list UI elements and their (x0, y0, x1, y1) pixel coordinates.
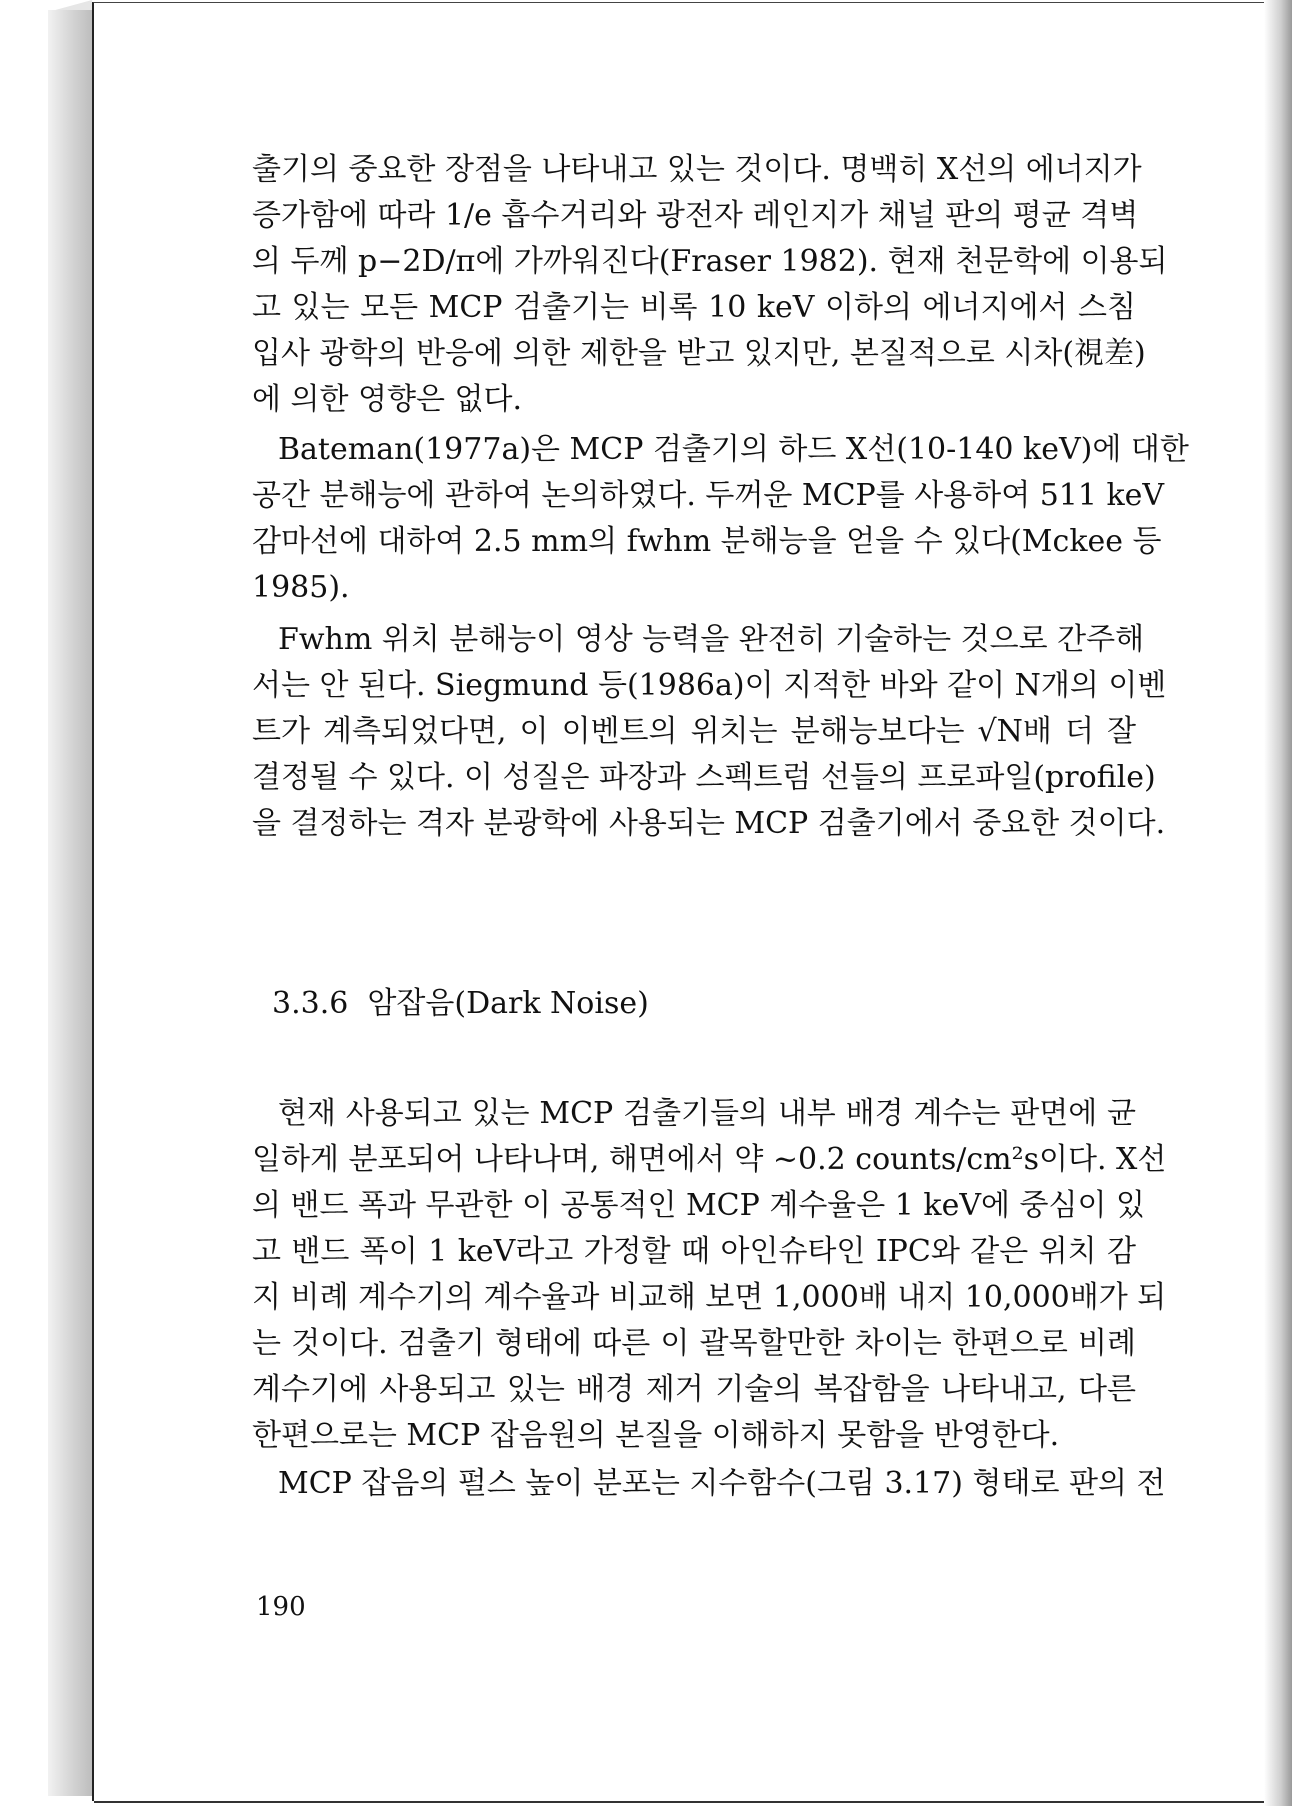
text-line: 을 결정하는 격자 분광학에 사용되는 MCP 검출기에서 중요한 것이다. (252, 806, 1166, 841)
text-line: 공간 분해능에 관하여 논의하였다. 두꺼운 MCP를 사용하여 511 keV (252, 478, 1165, 513)
text-line: 서는 안 된다. Siegmund 등(1986a)이 지적한 바와 같이 N개의 이벤 (252, 668, 1167, 703)
section-number: 3.3.6 (272, 986, 349, 1021)
text-line: 입사 광학의 반응에 의한 제한을 받고 있지만, 본질적으로 시차(視差) (252, 336, 1146, 371)
text-line: 결정될 수 있다. 이 성질은 파장과 스펙트럼 선들의 프로파일(profile) (252, 760, 1156, 795)
text-line: 고 있는 모든 MCP 검출기는 비록 10 keV 이하의 에너지에서 스침 (252, 290, 1136, 325)
text-line: 계수기에 사용되고 있는 배경 제거 기술의 복잡함을 나타내고, 다른 (252, 1372, 1136, 1407)
text-line: MCP 잡음의 펄스 높이 분포는 지수함수(그림 3.17) 형태로 판의 전 (278, 1466, 1166, 1501)
text-line: 출기의 중요한 장점을 나타내고 있는 것이다. 명백히 X선의 에너지가 (252, 152, 1142, 187)
text-line: 의 두께 p−2D/π에 가까워진다(Fraser 1982). 현재 천문학에 이용되 (252, 244, 1168, 279)
text-line: 증가함에 따라 1/e 흡수거리와 광전자 레인지가 채널 판의 평균 격벽 (252, 198, 1139, 233)
section-heading (272, 984, 649, 1024)
book-spine (48, 10, 92, 1796)
text-line: 에 의한 영향은 없다. (252, 382, 522, 417)
text-line: 현재 사용되고 있는 MCP 검출기들의 내부 배경 계수는 판면에 균 (278, 1096, 1136, 1131)
text-line: Bateman(1977a)은 MCP 검출기의 하드 X선(10-140 keV)에 대한 (278, 432, 1189, 467)
section-title: 암잡음(Dark Noise) (367, 986, 649, 1021)
text-line: 감마선에 대하여 2.5 mm의 fwhm 분해능을 얻을 수 있다(Mckee 등 (252, 524, 1162, 559)
text-line: Fwhm 위치 분해능이 영상 능력을 완전히 기술하는 것으로 간주해 (278, 622, 1145, 657)
text-line: 지 비례 계수기의 계수율과 비교해 보면 1,000배 내지 10,000배가 되 (252, 1280, 1167, 1315)
text-line: 일하게 분포되어 나타나며, 해면에서 약 ~0.2 counts/cm²s이다. X선 (252, 1142, 1167, 1177)
text-line: 고 밴드 폭이 1 keV라고 가정할 때 아인슈타인 IPC와 같은 위치 감 (252, 1234, 1136, 1269)
text-line: 는 것이다. 검출기 형태에 따른 이 괄목할만한 차이는 한편으로 비례 (252, 1326, 1136, 1361)
page-number: 190 (256, 1592, 306, 1622)
text-line: 1985). (252, 570, 350, 605)
page-edge-shadow (1264, 0, 1292, 1806)
text-line: 의 밴드 폭과 무관한 이 공통적인 MCP 계수율은 1 keV에 중심이 있 (252, 1188, 1145, 1223)
text-line: 한편으로는 MCP 잡음원의 본질을 이해하지 못함을 반영한다. (252, 1418, 1060, 1453)
text-line: 트가 계측되었다면, 이 이벤트의 위치는 분해능보다는 √N배 더 잘 (252, 714, 1136, 749)
